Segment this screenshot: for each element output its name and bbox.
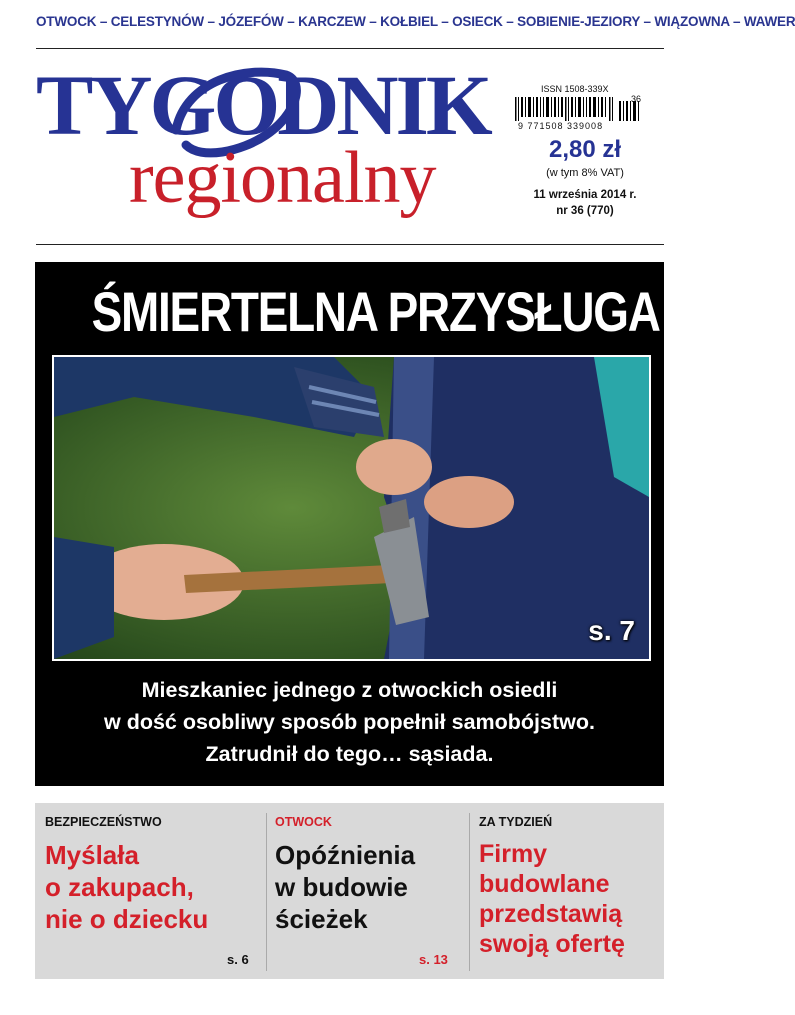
card-title-line: w budowie [275,872,408,902]
card-title-line: Myślała [45,840,139,870]
main-headline: ŚMIERTELNA PRZYSŁUGA [91,280,660,343]
masthead-divider [36,244,664,245]
issn-label: ISSN 1508-339X [541,84,609,94]
card-page-ref: s. 13 [419,952,448,967]
masthead-title: TYGODNIK [36,57,490,153]
teaser-line: w dość osobliwy sposób popełnił samobójstwo. [104,710,595,734]
barcode-addon: 36 [631,94,642,104]
card-title-line: Firmy [479,840,548,868]
card-kicker: ZA TYDZIEŃ [479,815,553,829]
card-title [275,839,415,935]
story-photo [52,355,651,661]
card-title-line: Opóźnienia [275,840,416,870]
teaser-line: Mieszkaniec jednego z otwockich osiedli [141,678,558,702]
cover-price: 2,80 zł [548,136,622,163]
card-kicker: BEZPIECZEŃSTWO [45,815,162,829]
card-title-line: swoją ofertę [479,930,625,958]
bottom-strip [35,803,664,979]
masthead-logo [36,57,506,240]
card-title [45,839,208,935]
issue-number: nr 36 (770) [556,205,614,217]
card-title-line: przedstawią [479,900,623,928]
card-title-line: budowlane [479,870,610,898]
masthead-subtitle: regionalny [129,137,436,219]
story-card-next-week[interactable] [470,803,664,979]
card-title [479,839,625,959]
vat-note: (w tym 8% VAT) [546,167,624,179]
card-page-ref: s. 6 [227,952,249,967]
barcode-digits: 9 771508 339008 [518,121,604,131]
story-card-otwock[interactable] [267,803,465,979]
hammer-handover-image [54,357,649,659]
main-teaser [35,674,664,770]
issue-date: 11 września 2014 r. [533,189,637,201]
card-title-line: nie o dziecku [45,904,209,934]
barcode-icon [515,97,643,121]
card-title-line: ścieżek [275,904,368,934]
teaser-line: Zatrudnił do tego… sąsiada. [205,742,494,766]
main-story[interactable] [35,262,664,786]
top-divider [36,48,664,49]
towns-line: OTWOCK – CELESTYNÓW – JÓZEFÓW – KARCZEW – KOŁBIEL – OSIECK – SOBIENIE-JEZIORY – WIĄZOWNA – WAWER [36,14,795,29]
card-title-line: o zakupach, [45,872,194,902]
story-card-safety[interactable] [35,803,257,979]
main-page-ref: s. 7 [588,615,635,646]
card-kicker: OTWOCK [275,815,332,829]
